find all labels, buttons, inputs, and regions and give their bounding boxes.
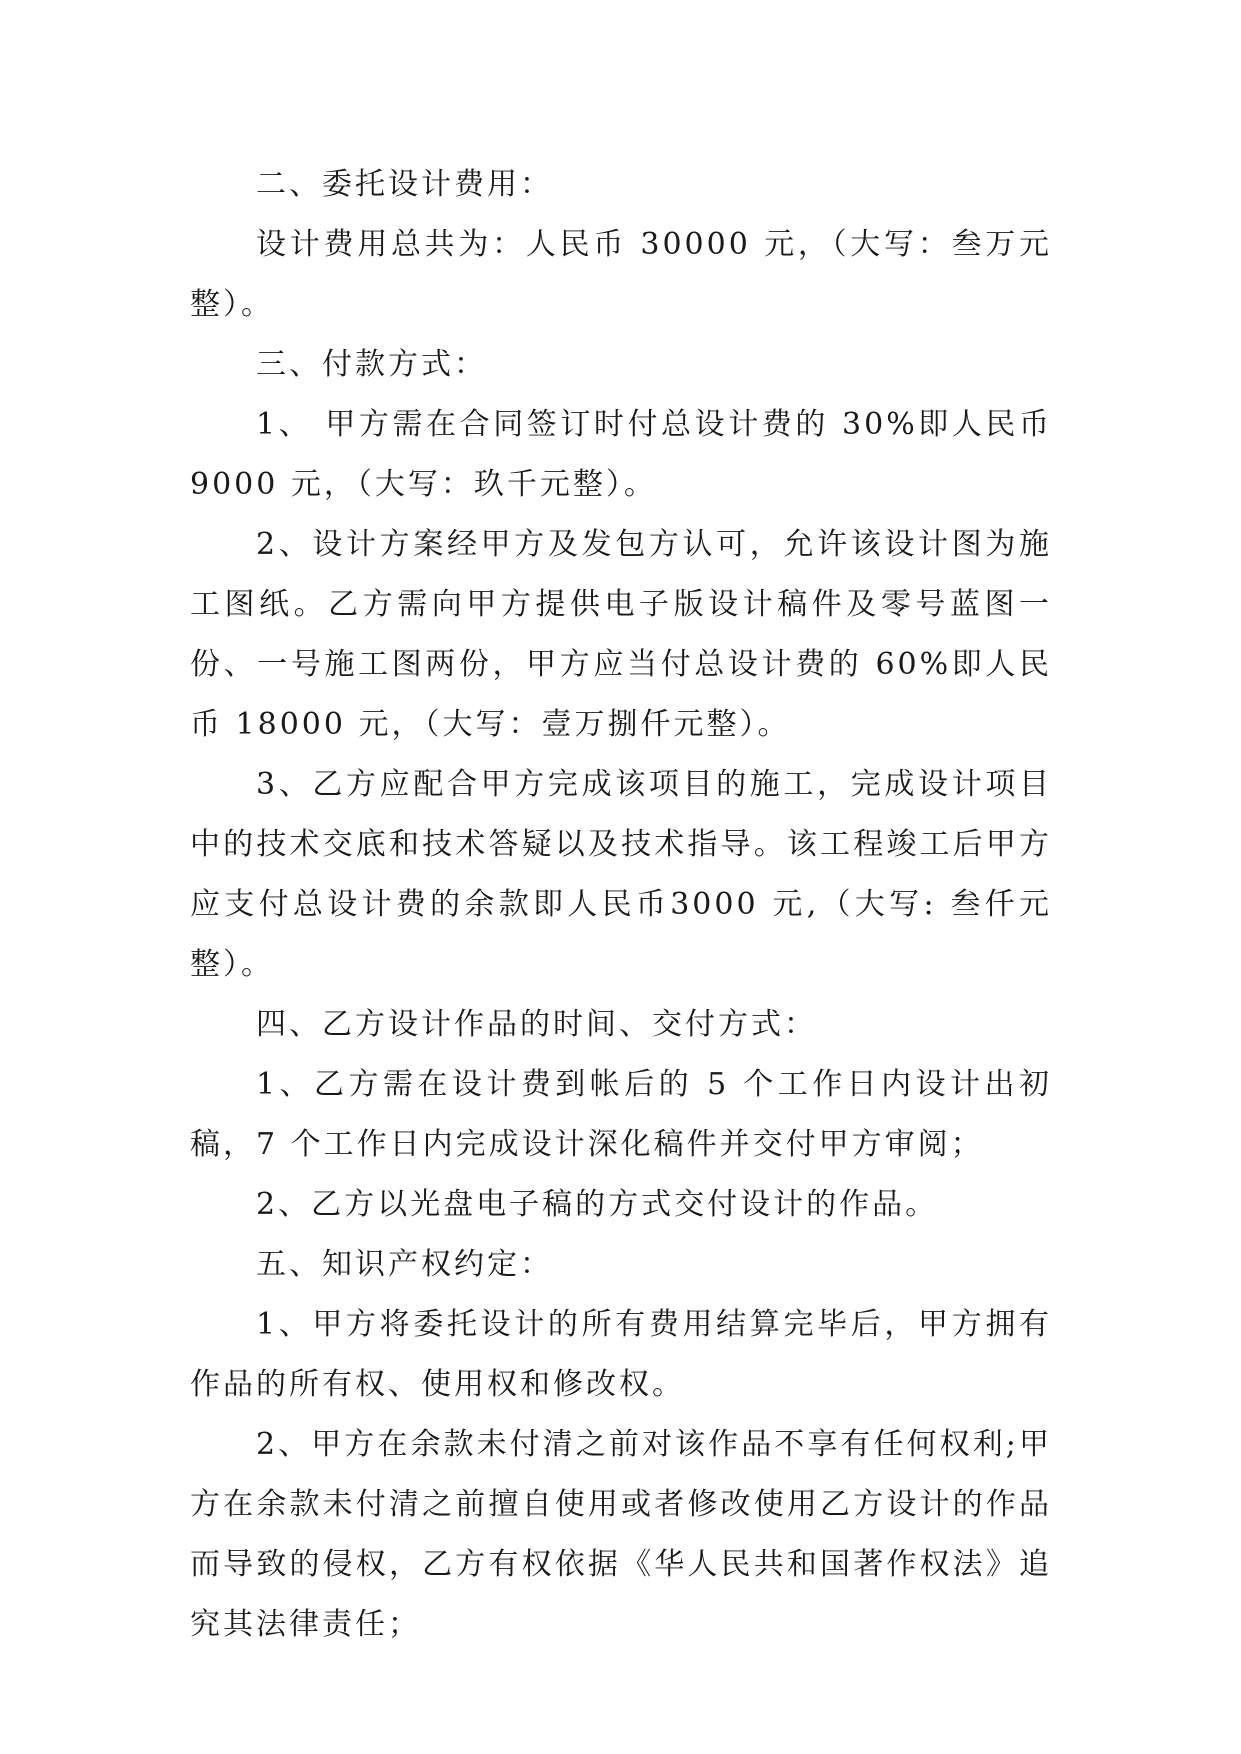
paragraph-payment-1: 1、 甲方需在合同签订时付总设计费的 30%即人民币 9000 元，（大写：玖千元整）。 <box>190 407 1052 502</box>
document-body <box>190 155 1052 1655</box>
paragraph-delivery-1: 1、乙方需在设计费到帐后的 5 个工作日内设计出初稿，7 个工作日内完成设计深化稿件并交付甲方审阅； <box>190 1067 1052 1162</box>
paragraph-payment-3: 3、乙方应配合甲方完成该项目的施工，完成设计项目中的技术交底和技术答疑以及技术指导。该工程竣工后甲方应支付总设计费的余款即人民币3000 元,（大写: 叁仟元整）。 <box>190 767 1052 982</box>
paragraph-ip-1: 1、甲方将委托设计的所有费用结算完毕后，甲方拥有作品的所有权、使用权和修改权。 <box>190 1307 1052 1402</box>
section-heading-design-fee: 二、委托设计费用： <box>256 167 553 202</box>
section-heading-delivery: 四、乙方设计作品的时间、交付方式： <box>256 1007 817 1042</box>
section-heading-payment-method: 三、付款方式： <box>256 347 487 382</box>
paragraph-ip-2: 2、甲方在余款未付清之前对该作品不享有任何权利;甲方在余款未付清之前擅自使用或者修改使用乙方设计的作品而导致的侵权，乙方有权依据《华人民共和国著作权法》追究其法律责任； <box>190 1427 1052 1642</box>
paragraph-payment-2: 2、设计方案经甲方及发包方认可，允许该设计图为施工图纸。乙方需向甲方提供电子版设计稿件及零号蓝图一份、一号施工图两份，甲方应当付总设计费的 60%即人民币 18000 元，（大写：壹万捌仟元整）。 <box>190 527 1052 742</box>
paragraph-total-fee: 设计费用总共为：人民币 30000 元，（大写：叁万元整）。 <box>190 227 1052 322</box>
section-heading-ip: 五、知识产权约定： <box>256 1247 553 1282</box>
paragraph-delivery-2: 2、乙方以光盘电子稿的方式交付设计的作品。 <box>256 1187 939 1222</box>
